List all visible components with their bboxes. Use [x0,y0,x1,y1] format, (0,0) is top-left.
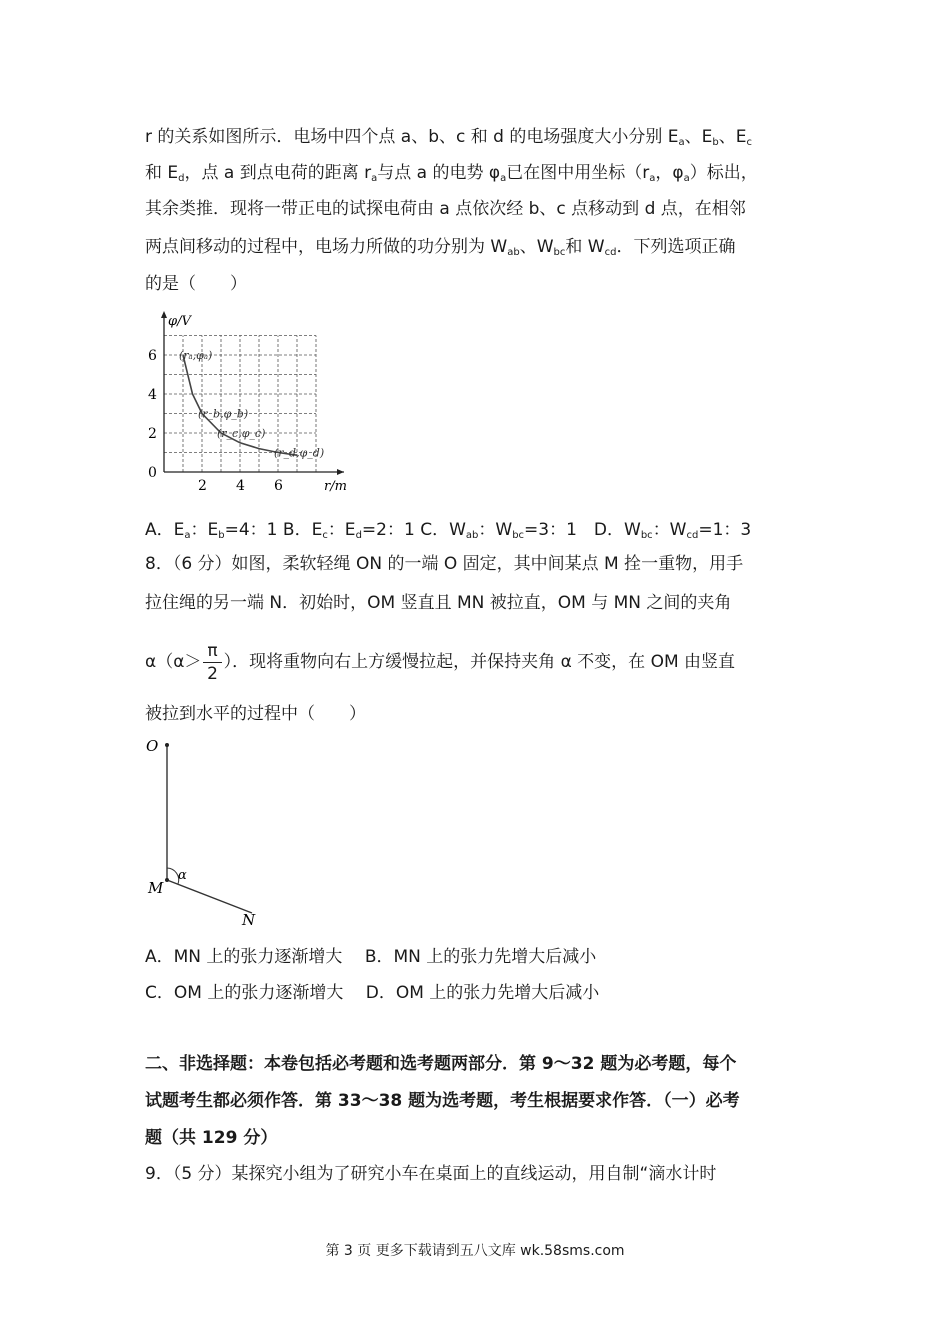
point-annotation: (r_b,φ_b) [198,407,249,421]
point-annotation: (rₐ,φₐ) [179,349,213,362]
section2-line-3: 题（共 129 分） [145,1128,278,1148]
x-tick-label: 2 [198,478,207,494]
y-tick-label: 6 [148,348,157,364]
point-annotation: (r_d,φ_d) [274,446,325,460]
x-tick-label: 4 [236,478,245,494]
point-m-label: M [148,879,164,897]
x-axis-arrow [337,469,344,475]
q7-options: A．$E_a$：$E_b=4$：1 B．$E_c$：$E_d=2$：1 C．$W_{ab}$：$W_{bc}=3$：1 D．$W_{bc}$：$W_{cd}=1$：3 [145,520,752,541]
fraction-pi-over-2: $\frac{\pi}{2}$ [203,640,221,685]
q7-line-4: 两点间移动的过程中，电场力所做的功分别为 $W_{ab}$、$W_{bc}$和 $W_{cd}$．下列选项正确 [145,237,736,258]
section2-line-1: 二、非选择题：本卷包括必考题和选考题两部分．第 9～32 题为必考题，每个 [145,1054,737,1074]
y-tick-label: 2 [148,426,157,442]
q8-option-row-1: A．MN 上的张力逐渐增大 B．MN 上的张力先增大后减小 [145,947,597,967]
y-tick-label: 0 [148,465,157,481]
q7-line-2: 和 $E_d$，点 a 到点电荷的距离 $r_a$与点 a 的电势 $\varphi_a$已在图中用坐标（$r_a$，$\varphi_a$）标出， [145,163,758,184]
q8-line-3: α（α＞ $\frac{\pi}{2}$ ）．现将重物向右上方缓慢拉起，并保持夹角 α 不变，在 OM 由竖直 [145,640,736,684]
q8-line-4: 被拉到水平的过程中（ ） [145,704,366,724]
point-n-label: N [242,911,256,929]
section2-line-2: 试题考生都必须作答．第 33～38 题为选考题，考生根据要求作答．（一）必考 [145,1091,740,1111]
q7-line-3: 其余类推．现将一带正电的试探电荷由 a 点依次经 b、c 点移动到 d 点，在相邻 [145,199,746,219]
rope-figure [140,735,270,930]
point-annotation: (r_c,φ_c) [217,427,266,440]
q8-line-1: 8．（6 分）如图，柔软轻绳 ON 的一端 O 固定，其中间某点 M 拴一重物，用手 [145,554,744,574]
angle-alpha-label: α [178,868,187,883]
q8-line-2: 拉住绳的另一端 N．初始时，OM 竖直且 MN 被拉直，OM 与 MN 之间的夹角 [145,593,732,613]
y-axis-label: φ/V [168,314,191,329]
x-axis-label: r/m [324,479,347,494]
y-tick-label: 4 [148,387,157,403]
q9-line-1: 9．（5 分）某探究小组为了研究小车在桌面上的直线运动，用自制“滴水计时 [145,1164,717,1184]
potential-chart [140,305,350,500]
q7-line-5: 的是（ ） [145,274,247,294]
point-o-label: O [146,737,159,755]
page-footer: 第 3 页 更多下载请到五八文库 wk.58sms.com [325,1243,625,1259]
q8-option-row-2: C．OM 上的张力逐渐增大 D．OM 上的张力先增大后减小 [145,983,600,1003]
x-tick-label: 6 [274,478,283,494]
q7-line-1: r 的关系如图所示．电场中四个点 a、b、c 和 d 的电场强度大小分别 $E_a$、$E_b$、$E_c$ [145,127,752,148]
y-axis-arrow [161,311,167,318]
